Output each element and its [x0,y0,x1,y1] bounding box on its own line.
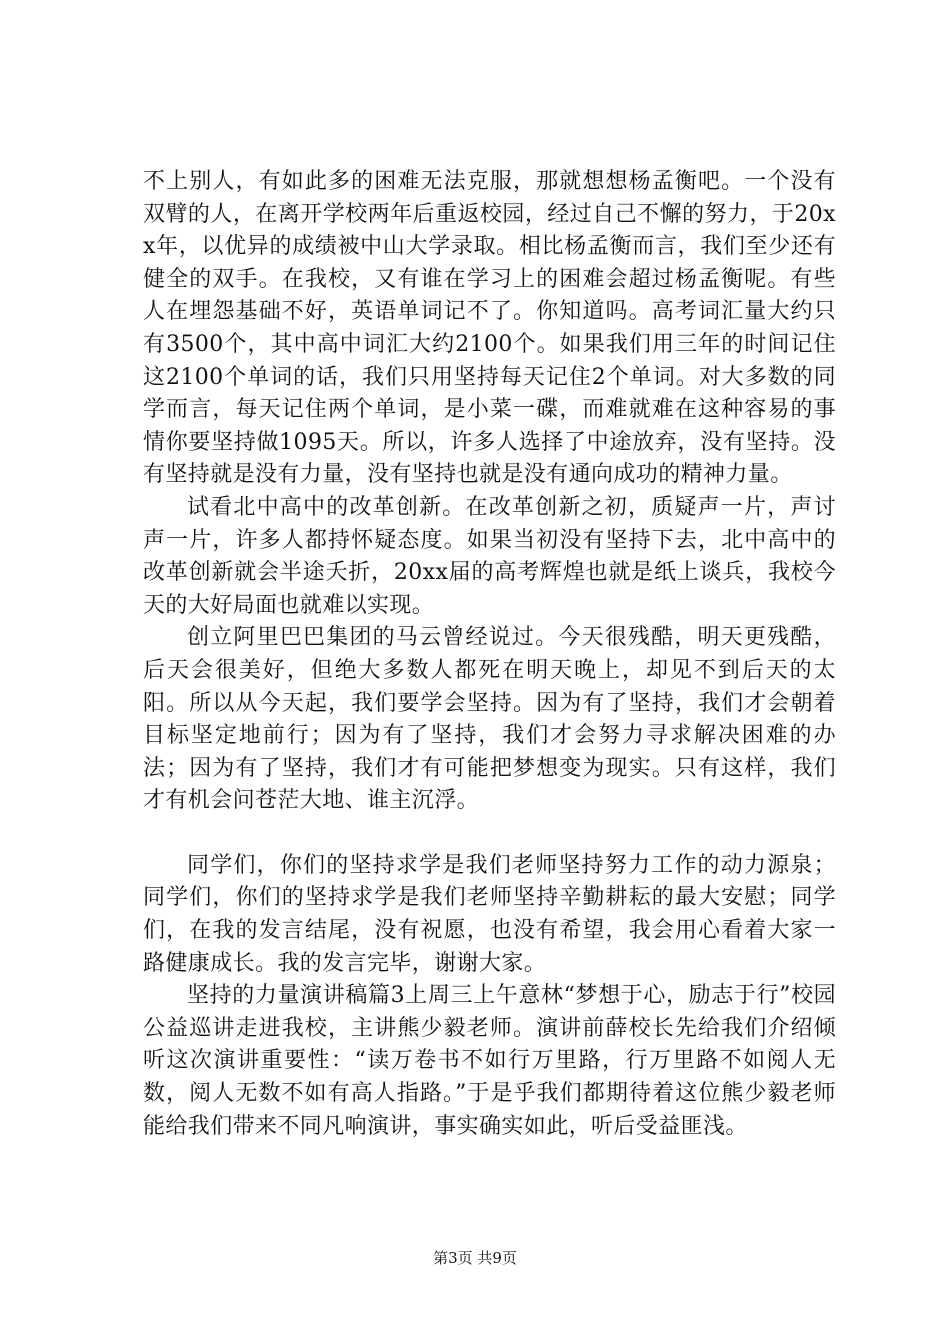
paragraph-continuation: 不上别人，有如此多的困难无法克服，那就想想杨孟衡吧。一个没有双臂的人，在离开学校两年后重返校园，经过自己不懈的努力，于20xx年，以优异的成绩被中山大学录取。相比杨孟衡而言，我们至少还有健全的双手。在我校，又有谁在学习上的困难会超过杨孟衡呢。有些人在埋怨基础不好，英语单词记不了。你知道吗。高考词汇量大约只有3500个，其中高中词汇大约2100个。如果我们用三年的时间记住这2100个单词的话，我们只用坚持每天记住2个单词。对大多数的同学而言，每天记住两个单词，是小菜一碟，而难就难在这种容易的事情你要坚持做1095天。所以，许多人选择了中途放弃，没有坚持。没有坚持就是没有力量，没有坚持也就是没有通向成功的精神力量。 [143,169,836,488]
page-footer: 第3页 共9页 [433,1249,517,1267]
paragraph-closing: 同学们，你们的坚持求学是我们老师坚持努力工作的动力源泉；同学们，你们的坚持求学是我们老师坚持辛勤耕耘的最大安慰；同学们，在我的发言结尾，没有祝愿，也没有希望，我会用心看着大家一路健康成长。我的发言完毕，谢谢大家。 [143,852,836,976]
paragraph-jack-ma: 创立阿里巴巴集团的马云曾经说过。今天很残酷，明天更残酷，后天会很美好，但绝大多数人都死在明天晚上，却见不到后天的太阳。所以从今天起，我们要学会坚持。因为有了坚持，我们才会朝着目标坚定地前行；因为有了坚持，我们才会努力寻求解决困难的办法；因为有了坚持，我们才有可能把梦想变为现实。只有这样，我们才有机会问苍茫大地、谁主沉浮。 [143,625,836,814]
paragraph-reform: 试看北中高中的改革创新。在改革创新之初，质疑声一片，声讨声一片，许多人都持怀疑态度。如果当初没有坚持下去，北中高中的改革创新就会半途夭折，20xx届的高考辉煌也就是纸上谈兵，我校今天的大好局面也就难以实现。 [143,494,836,618]
document-body [143,166,836,1143]
paragraph-speech-3: 坚持的力量演讲稿篇3上周三上午意林“梦想于心，励志于行”校园公益巡讲走进我校，主讲熊少毅老师。演讲前薛校长先给我们介绍倾听这次演讲重要性：“读万卷书不如行万里路，行万里路不如阅人无数，阅人无数不如有高人指路。”于是乎我们都期待着这位熊少毅老师能给我们带来不同凡响演讲，事实确实如此，听后受益匪浅。 [143,983,836,1139]
